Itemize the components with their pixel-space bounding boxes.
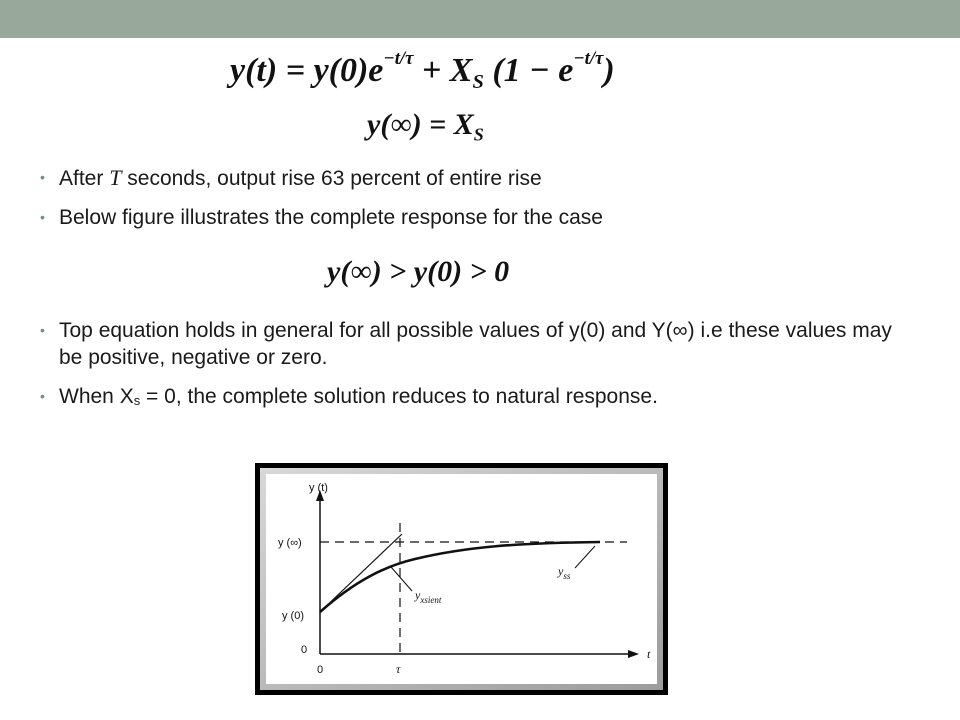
steady-state-label: $y_{ss}$	[558, 564, 571, 581]
tau-label: τ	[396, 662, 401, 676]
x-origin-label: 0	[317, 664, 324, 676]
inequality-equation: y(∞) > y(0) > 0	[327, 255, 510, 288]
y-inf-label: y (∞)	[278, 537, 302, 549]
bullet-general-validity: • Top equation holds in general for all possible values of y(0) and Y(∞) i.e these values may be positive, negative or zero.	[40, 317, 920, 371]
bullet-natural-response: • When Xs = 0, the complete solution reduces to natural response.	[40, 383, 920, 414]
response-figure	[255, 463, 668, 695]
complete-response-equation: $y(t) = y(0)e^{-t/\tau} + X_S$ $(1 - e^{-t/\tau})$	[230, 48, 615, 93]
transient-label: $y_{xsient}$	[415, 588, 442, 605]
header-bar	[0, 0, 960, 38]
final-value-equation: $y(\infty) = X_S$	[367, 108, 484, 145]
bullet-time-constant: • After T seconds, output rise 63 percent of entire rise	[40, 164, 603, 192]
y-origin-label: 0	[301, 644, 308, 656]
x-axis-label: t	[647, 647, 651, 661]
response-plot	[255, 463, 668, 695]
y-axis-label: y (t)	[309, 482, 328, 494]
bullet-list-top	[40, 164, 603, 243]
bullet-figure-intro: • Below figure illustrates the complete response for the case	[40, 204, 603, 231]
bullet-list-bottom	[40, 317, 920, 426]
figure-canvas	[266, 474, 657, 684]
y0-label: y (0)	[282, 610, 304, 622]
